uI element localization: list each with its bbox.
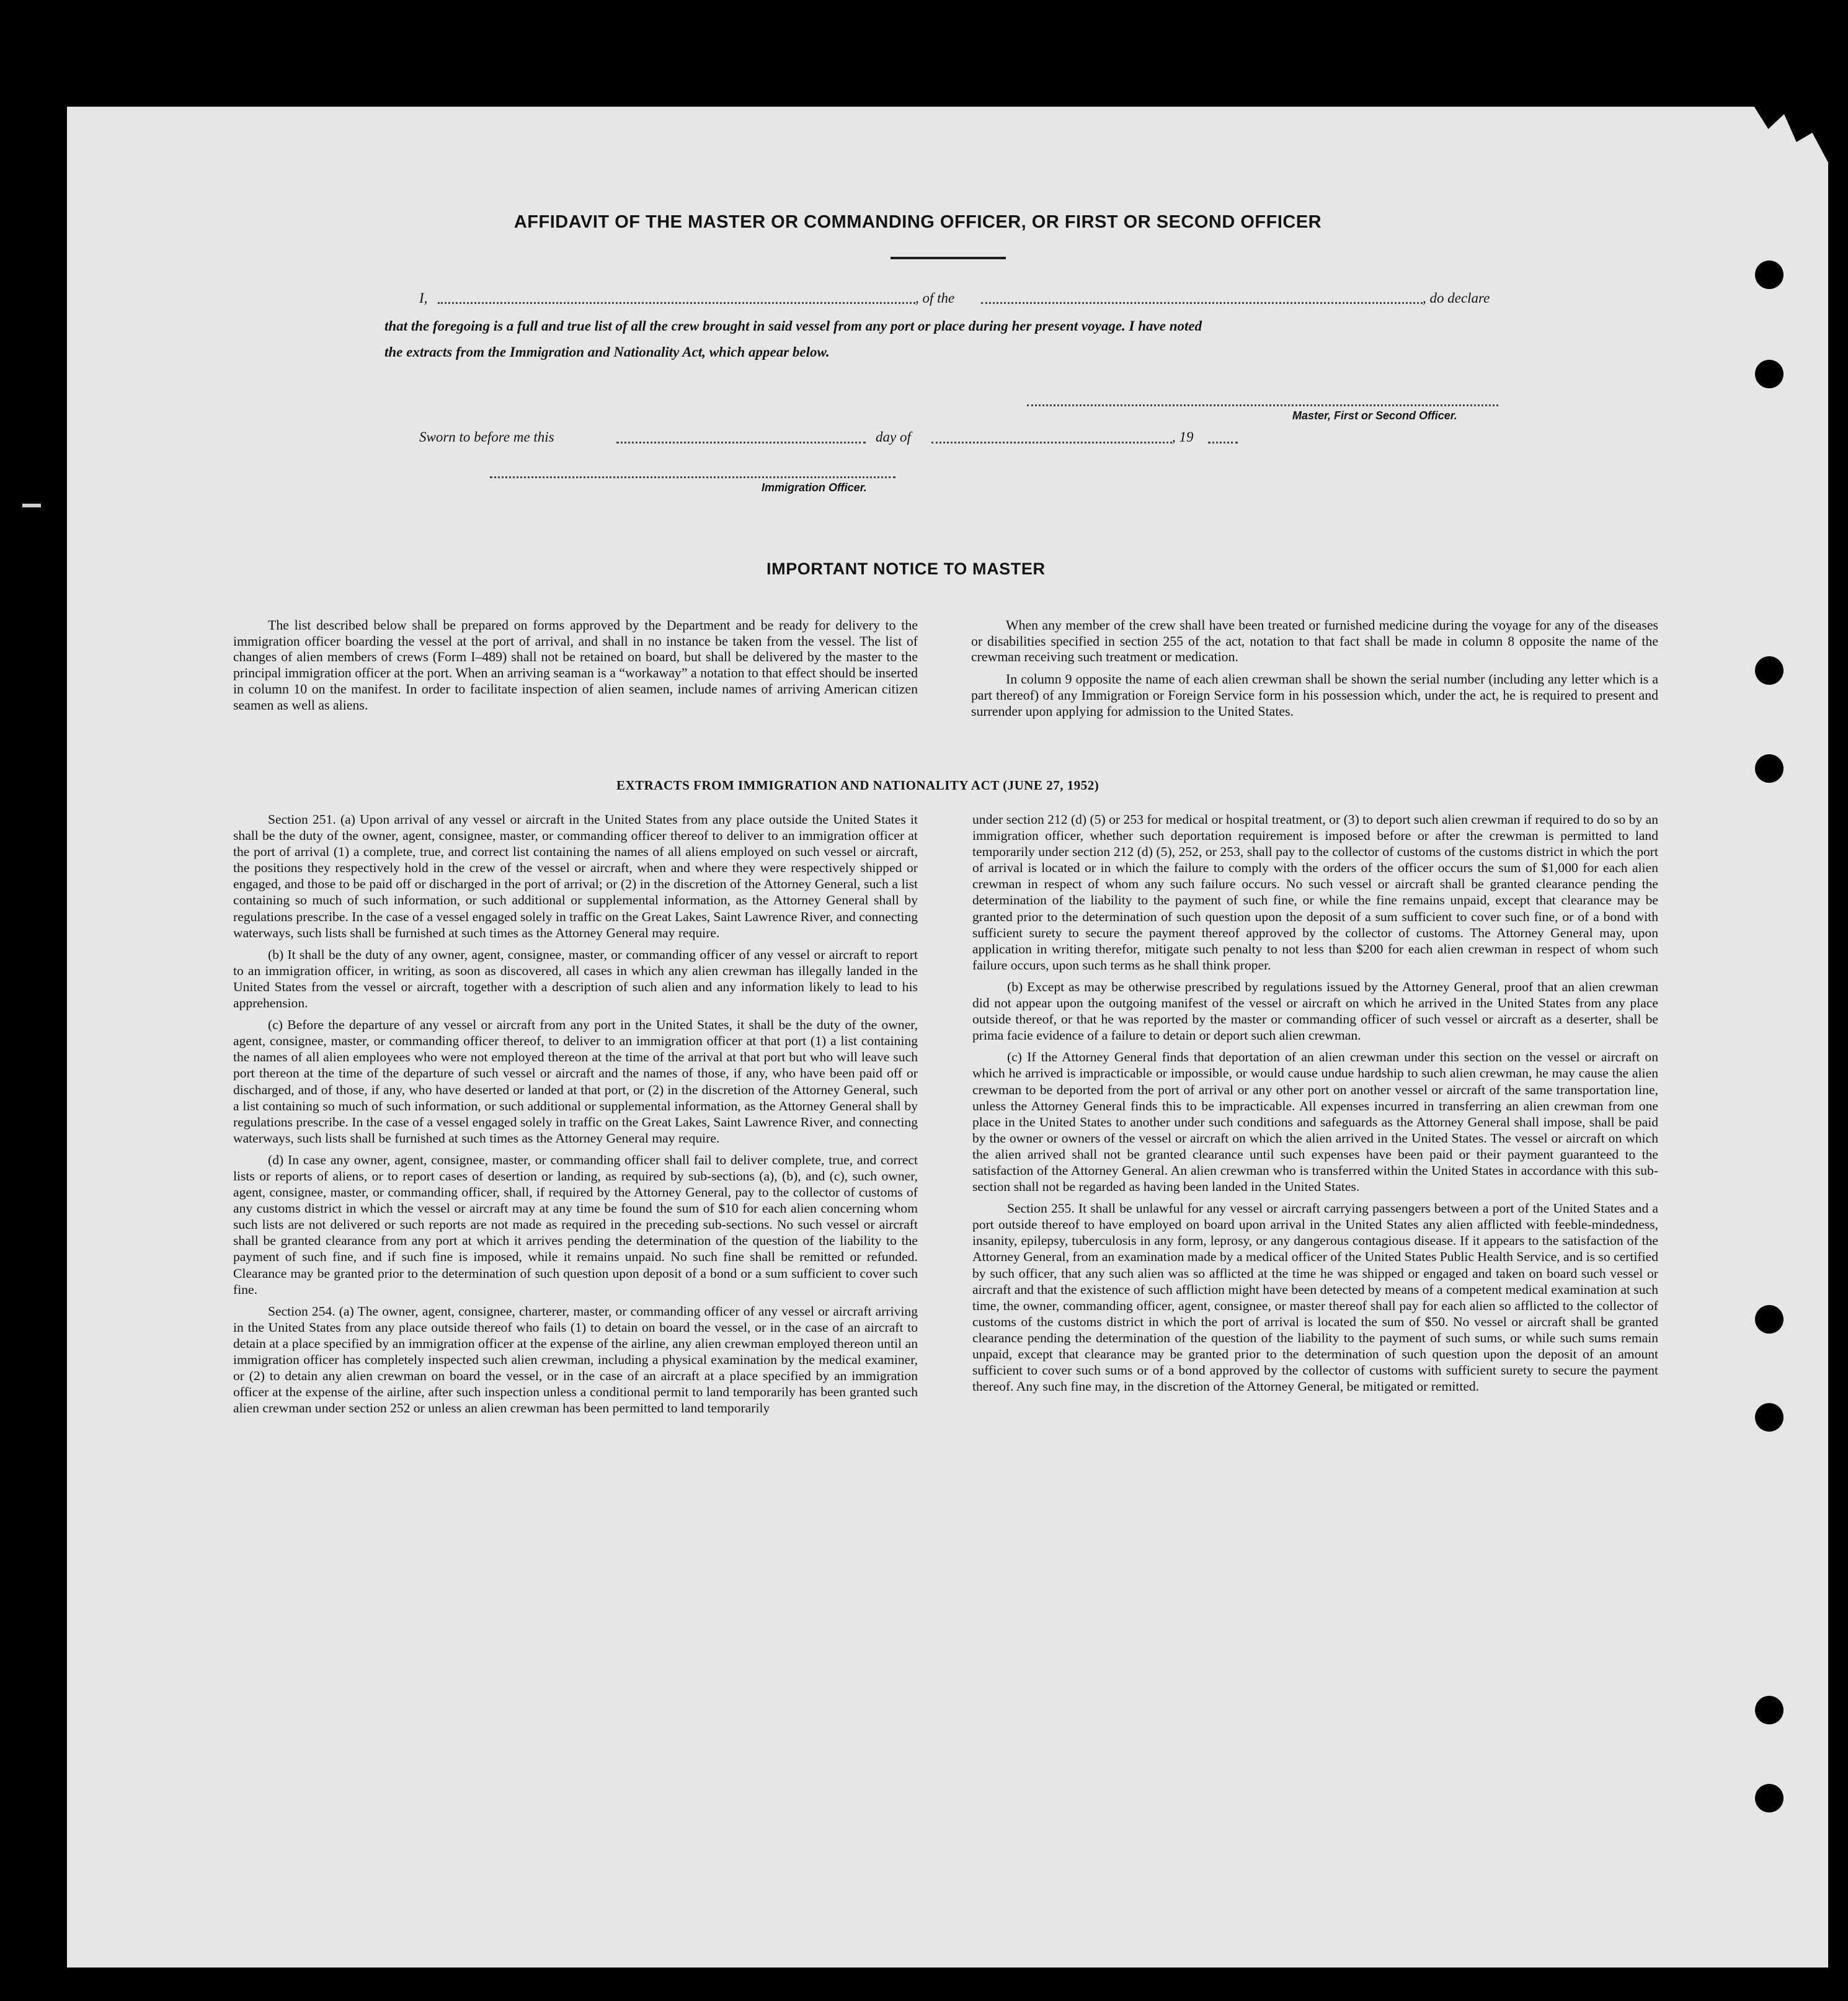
section-251d-paragraph: (d) In case any owner, agent, consignee, master, or commanding officer shall fail to deliver complete, true, and correct lists or reports of aliens, or to report cases of desertion or landing, as required by sub-sections (a), (b), and (c), such owner, agent, consignee, master, or commanding officer, shall, if required by the Attorney General, pay to the collector of customs of any customs district in which the vessel or aircraft may at any time be found the sum of $10 for each alien concerning whom such lists are not delivered or such reports are not made as required in the preceding sub-sections. No such vessel or aircraft shall be granted clearance from any port at which it arrives pending the determination of the question of the liability to the payment of such fine, and if such fine is imposed, while it remains unpaid. No such fine shall be remitted or refunded. Clearance may be granted prior to the determination of such question upon deposit of a bond or a sum sufficient to cover such fine. <box>233 1152 918 1297</box>
notice-paragraph: The list described below shall be prepared on forms approved by the Department and be ready for delivery to the immigration officer boarding the vessel at the port of arrival, and shall in no instance be taken from the vessel. The list of changes of alien members of crews (Form I–489) shall not be retained on board, but shall be delivered by the master to the principal immigration officer at the port. When an arriving seaman is a “workaway” a notation to that effect should be inserted in column 10 on the manifest. In order to facilitate inspection of alien seamen, include names of arriving American citizen seamen as well as aliens. <box>233 618 918 713</box>
notice-left-column <box>233 618 918 713</box>
extracts-right-column <box>972 811 1658 1394</box>
extracts-left-column <box>233 811 918 1416</box>
master-signature-line[interactable] <box>1027 404 1498 406</box>
binder-hole <box>1755 656 1784 685</box>
section-254b-paragraph: (b) Except as may be otherwise prescribed by regulations issued by the Attorney General, proof that an alien crewman did not appear upon the outgoing manifest of the vessel or aircraft on which he arrived in the United States from any place outside thereof, or that he was reported by the master or commanding officer of such vessel or aircraft as a deserter, shall be prima facie evidence of a failure to detain or deport such alien crewman. <box>972 979 1658 1043</box>
scan-artifact-mark <box>22 504 41 507</box>
year-blank-line[interactable] <box>1208 442 1238 443</box>
section-254a-continuation: under section 212 (d) (5) or 253 for medical or hospital treatment, or (3) to deport such alien crewman if required to do so by an immigration officer, whether such deportation requirement is imposed before or after the crewman is permitted to land temporarily under section 212 (d) (5), 252, or 253, shall pay to the collector of customs of the customs district in which the port of arrival is located or in which the failure to comply with the orders of the officer occurs the sum of $1,000 for each alien crewman in respect of whom any such failure occurs. No such vessel or aircraft shall be granted clearance pending the determination of the liability to the payment of such fine, or while the fine remains unpaid, except that clearance may be granted prior to the determination of such question upon the deposit of a sum sufficient to cover such fine, or of a bond with sufficient surety to secure the payment thereof approved by the collector of customs. The Attorney General may, upon application in writing therefor, mitigate such penalty to not less than $200 for each alien crewman in respect of whom such failure occurs, upon such terms as he shall think proper. <box>972 812 1658 973</box>
day-of-label: day of <box>876 429 911 445</box>
affidavit-title: AFFIDAVIT OF THE MASTER OR COMMANDING OFFICER, OR FIRST OR SECOND OFFICER <box>513 212 1322 232</box>
year-label: , 19 <box>1172 429 1194 445</box>
declaration-line-cont: the extracts from the Immigration and Nationality Act, which appear below. <box>384 344 830 360</box>
section-255-paragraph: Section 255. It shall be unlawful for any vessel or aircraft carrying passengers between a port of the United States and a port outside thereof to have employed on board upon arrival in the United States any alien afflicted with feeble-mindedness, insanity, epilepsy, tuberculosis in any form, leprosy, or any dangerous contagious disease. If it appears to the satisfaction of the Attorney General, from an examination made by a medical officer of the United States Public Health Service, and is so certified by such officer, that any such alien was so afflicted at the time he was shipped or engaged and taken on board such vessel or aircraft and that the existence of such affliction might have been detected by means of a competent medical examination at such time, the owner, commanding officer, agent, consignee, or master thereof shall pay for each alien so afflicted to the collector of customs of the customs district in which the port of arrival is located the sum of $50. No vessel or aircraft shall be granted clearance pending the determination of the question of the liability to the payment of such sums, or while such sums remain unpaid, except that clearance may be granted prior to the determination of such question upon the deposit of an amount sufficient to cover such sums or of a bond approved by the collector of customs with sufficient surety to secure the payment thereof. Any such fine may, in the discretion of the Attorney General, be mitigated or remitted. <box>972 1201 1658 1394</box>
name-blank-line[interactable] <box>438 302 915 304</box>
notice-paragraph: In column 9 opposite the name of each alien crewman shall be shown the serial number (including any letter which is a part thereof) of any Immigration or Foreign Service form in his possession which, under the act, he is required to present and surrender upon applying for admission to the United States. <box>971 672 1658 719</box>
section-251a-paragraph: Section 251. (a) Upon arrival of any vessel or aircraft in the United States from any place outside the United States it shall be the duty of the owner, agent, consignee, master, or commanding officer thereof to deliver to an immigration officer at the port of arrival (1) a complete, true, and correct list containing the names of all aliens employed on such vessel or aircraft, the positions they respectively hold in the crew of the vessel or aircraft, when and where they were respectively shipped or engaged, and those to be paid off or discharged in the port of arrival; or (2) in the discretion of the Attorney General, such a list containing so much of such information, or such additional or supplemental information, as the Attorney General shall by regulations prescribe. In the case of a vessel engaged solely in traffic on the Great Lakes, Saint Lawrence River, and connecting waterways, such lists shall be furnished at such times as the Attorney General may require. <box>233 812 918 940</box>
sworn-label: Sworn to before me this <box>419 429 554 445</box>
binder-hole <box>1755 1696 1784 1724</box>
master-signature-label: Master, First or Second Officer. <box>1292 409 1457 422</box>
section-254c-paragraph: (c) If the Attorney General finds that deportation of an alien crewman under this section on the vessel or aircraft on which he arrived is impracticable or impossible, or would cause undue hardship to such alien crewman, he may cause the alien crewman to be deported from the port of arrival or any other port on another vessel or aircraft of the same transportation line, unless the Attorney General finds this to be impracticable. All expenses incurred in transferring an alien crewman from one place in the United States to another under such conditions and safeguards as the Attorney General shall impose, shall be paid by the owner or owners of the vessel or aircraft on which the alien arrived in the United States. The vessel or aircraft on which the alien arrived shall not be granted clearance until such expenses have been paid or their payment guaranteed to the satisfaction of the Attorney General. An alien crewman who is transferred within the United States in accordance with this sub-section shall not be regarded as having been landed in the United States. <box>972 1050 1658 1195</box>
do-declare-label: , do declare <box>1423 290 1490 306</box>
extracts-title: EXTRACTS FROM IMMIGRATION AND NATIONALITY ACT (JUNE 27, 1952) <box>616 778 1099 793</box>
notice-title: IMPORTANT NOTICE TO MASTER <box>766 559 1046 578</box>
title-underline <box>891 257 1006 259</box>
binder-hole <box>1755 754 1784 783</box>
binder-hole <box>1755 360 1784 388</box>
sworn-month-blank-line[interactable] <box>931 442 1172 443</box>
section-254a-paragraph: Section 254. (a) The owner, agent, consignee, charterer, master, or commanding officer of any vessel or aircraft arriving in the United States from any place outside thereof who fails (1) to detain on board the vessel, or in the case of an aircraft to detain at a place specified by an immigration officer at the expense of the airline, any alien crewman employed thereon until an immigration officer has completely inspected such alien crewman, including a physical examination by the medical examiner, or (2) to detain any alien crewman on board the vessel, or in the case of an aircraft at a place specified by an immigration officer at the expense of the airline, after such inspection unless a conditional permit to land temporarily has been granted such alien crewman under section 252 or unless an alien crewman has been permitted to land temporarily <box>233 1303 918 1416</box>
binder-hole <box>1755 1305 1784 1334</box>
declaration-line: that the foregoing is a full and true list of all the crew brought in said vessel from any port or place during her present voyage. I have noted <box>384 318 1202 334</box>
binder-hole <box>1755 1784 1784 1812</box>
binder-hole <box>1755 261 1784 289</box>
i-label: I, <box>419 290 428 306</box>
of-the-label: , of the <box>915 290 955 306</box>
immigration-officer-label: Immigration Officer. <box>762 481 867 494</box>
binder-hole <box>1755 1403 1784 1432</box>
notice-paragraph: When any member of the crew shall have been treated or furnished medicine during the voyage for any of the diseases or disabilities specified in section 255 of the act, notation to that fact shall be made in column 8 opposite the name of the crewman receiving such treatment or medication. <box>971 618 1658 665</box>
notice-right-column <box>971 618 1658 720</box>
immigration-officer-signature-line[interactable] <box>490 476 895 478</box>
section-251b-paragraph: (b) It shall be the duty of any owner, agent, consignee, master, or commanding officer of any vessel or aircraft to report to an immigration officer, in writing, as soon as discovered, all cases in which any alien crewman has illegally landed in the United States from the vessel or aircraft, together with a description of such alien and any information likely to lead to his apprehension. <box>233 947 918 1011</box>
sworn-day-blank-line[interactable] <box>616 442 866 443</box>
vessel-blank-line[interactable] <box>981 302 1423 304</box>
section-251c-paragraph: (c) Before the departure of any vessel or aircraft from any port in the United States, it shall be the duty of the owner, agent, consignee, master, or commanding officer thereof, to deliver to an immigration officer at that port (1) a list containing the names of all alien employees who were not employed thereon at the time of the arrival at that port but who will leave such port thereon at the time of the departure of such vessel or aircraft and the names of those, if any, who have been paid off or discharged, and of those, if any, who have deserted or landed at that port, or (2) in the discretion of the Attorney General, such a list containing so much of such information, or such additional or supplemental information, as the Attorney General shall by regulations prescribe. In the case of a vessel engaged solely in traffic on the Great Lakes, Saint Lawrence River, and connecting waterways, such lists shall be furnished at such times as the Attorney General may require. <box>233 1017 918 1146</box>
